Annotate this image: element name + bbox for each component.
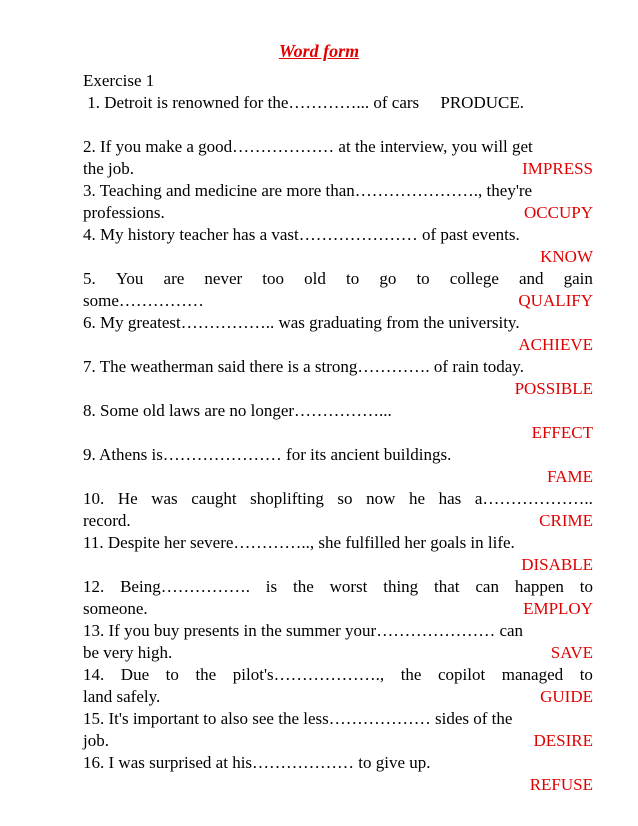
- item-14-text: [83, 664, 593, 686]
- item-14-word-part: to: [165, 665, 179, 684]
- item-5-text: [83, 268, 593, 290]
- item-10-word-part: so: [337, 489, 353, 508]
- item-10-word-part: a………………..: [474, 489, 593, 508]
- item-7-text: 7. The weatherman said there is a strong…………. of rain today.: [83, 357, 524, 376]
- item-5-word-part: are: [163, 269, 185, 288]
- item-15-word: DESIRE: [533, 731, 593, 750]
- item-15-text: 15. It's important to also see the less……………… sides of the: [83, 709, 513, 728]
- item-2-continuation: the job.: [83, 159, 134, 178]
- item-14-word-part: the: [400, 665, 422, 684]
- item-1-text: 1. Detroit is renowned for the…………... of cars PRODUCE.: [83, 93, 524, 112]
- item-12-word-part: Being…………….: [120, 577, 250, 596]
- item-5-word-part: too: [262, 269, 285, 288]
- item-10-word-part: now: [366, 489, 396, 508]
- item-12-word-part: worst: [329, 577, 368, 596]
- item-14-word-part: pilot's……………….,: [232, 665, 385, 684]
- item-14-continuation: land safely.: [83, 687, 161, 706]
- item-2-word: IMPRESS: [522, 159, 593, 178]
- item-10-text: [83, 488, 593, 510]
- item-14-word-part: to: [579, 665, 593, 684]
- item-10-continuation: record.: [83, 511, 131, 530]
- item-12-word-part: thing: [383, 577, 419, 596]
- item-5-word-part: college: [449, 269, 499, 288]
- item-10-word-part: he: [408, 489, 426, 508]
- item-4-text: 4. My history teacher has a vast………………… of past events.: [83, 225, 520, 244]
- item-5-word-part: go: [379, 269, 397, 288]
- item-2-text: 2. If you make a good……………… at the interview, you will get: [83, 137, 533, 156]
- item-14-word-part: copilot: [438, 665, 486, 684]
- item-6-text: 6. My greatest…………….. was graduating from the university.: [83, 313, 520, 332]
- item-11-word: DISABLE: [521, 555, 593, 574]
- item-10-word-part: caught: [191, 489, 237, 508]
- item-12-text: [83, 576, 593, 598]
- item-15-continuation: job.: [83, 731, 109, 750]
- item-12-word-part: is: [265, 577, 278, 596]
- item-13-continuation: be very high.: [83, 643, 173, 662]
- item-5-word-part: old: [304, 269, 326, 288]
- item-16-word: REFUSE: [529, 775, 593, 794]
- item-14-word: GUIDE: [540, 687, 593, 706]
- item-11-text: 11. Despite her severe………….., she fulfilled her goals in life.: [83, 533, 515, 552]
- item-5-word-part: never: [204, 269, 243, 288]
- item-5-word-part: to: [416, 269, 430, 288]
- item-5-word-part: to: [345, 269, 360, 288]
- item-14-word-part: Due: [120, 665, 150, 684]
- item-12-word-part: 12.: [83, 577, 105, 596]
- item-12-word-part: that: [434, 577, 460, 596]
- item-5-word: QUALIFY: [518, 291, 593, 310]
- item-14-word-part: 14.: [83, 665, 105, 684]
- item-5-word-part: and: [518, 269, 544, 288]
- item-14-word-part: the: [195, 665, 217, 684]
- exercise-heading: Exercise 1: [83, 71, 155, 90]
- item-4-word: KNOW: [540, 247, 593, 266]
- item-9-word: FAME: [547, 467, 593, 486]
- item-16-text: 16. I was surprised at his……………… to give up.: [83, 753, 431, 772]
- item-8-text: 8. Some old laws are no longer……………...: [83, 401, 392, 420]
- item-3-text: 3. Teaching and medicine are more than…………………., they're: [83, 181, 533, 200]
- item-10-word: CRIME: [539, 511, 593, 530]
- item-3-continuation: professions.: [83, 203, 165, 222]
- item-13-word: SAVE: [550, 643, 593, 662]
- item-8-word: EFFECT: [531, 423, 593, 442]
- page-title: Word form: [278, 41, 360, 61]
- item-5-word-part: 5.: [83, 269, 96, 288]
- item-5-word-part: gain: [563, 269, 593, 288]
- item-12-word-part: to: [579, 577, 593, 596]
- item-10-word-part: shoplifting: [250, 489, 324, 508]
- item-13-text: 13. If you buy presents in the summer your………………… can: [83, 621, 524, 640]
- item-10-word-part: was: [151, 489, 178, 508]
- item-5-continuation: some……………: [83, 291, 204, 310]
- item-10-word-part: 10.: [83, 489, 105, 508]
- item-12-continuation: someone.: [83, 599, 148, 618]
- item-12-word-part: can: [475, 577, 499, 596]
- item-10-word-part: has: [438, 489, 462, 508]
- item-3-word: OCCUPY: [524, 203, 593, 222]
- item-5-word-part: You: [115, 269, 144, 288]
- item-6-word: ACHIEVE: [518, 335, 593, 354]
- item-12-word-part: the: [292, 577, 314, 596]
- item-14-word-part: managed: [501, 665, 564, 684]
- item-12-word: EMPLOY: [523, 599, 593, 618]
- item-9-text: 9. Athens is………………… for its ancient buildings.: [83, 445, 452, 464]
- item-10-word-part: He: [117, 489, 138, 508]
- item-12-word-part: happen: [514, 577, 564, 596]
- item-7-word: POSSIBLE: [514, 379, 593, 398]
